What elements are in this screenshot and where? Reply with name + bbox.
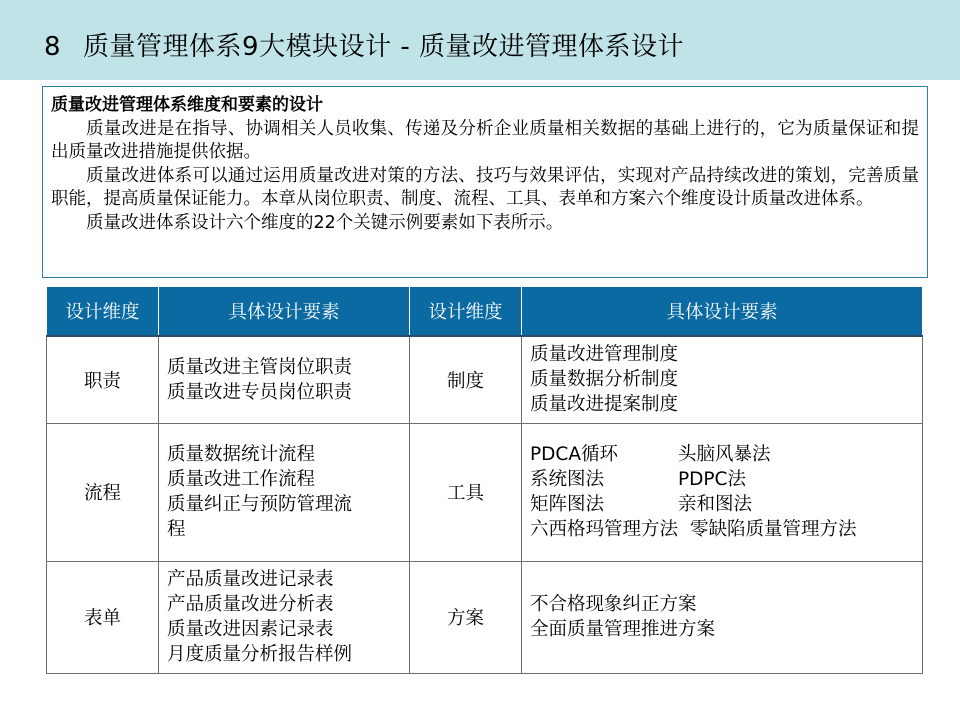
element-item: 产品质量改进记录表 [167,569,334,590]
tool-pair [530,467,922,492]
elements-cell [522,336,923,423]
header-elements: 具体设计要素 [522,287,923,337]
header-elements: 具体设计要素 [159,287,410,337]
slide-title-text: 质量管理体系9大模块设计 - 质量改进管理体系设计 [83,32,685,62]
tools-cell [522,423,923,561]
element-item: 质量改进工作流程 [167,469,316,490]
element-item: 不合格现象纠正方案 [530,594,697,615]
intro-heading: 质量改进管理体系维度和要素的设计 [51,95,323,115]
tool-item: 亲和图法 [678,494,753,515]
header-dimension: 设计维度 [47,287,159,337]
slide-title [44,30,684,64]
dimension-cell: 职责 [47,336,159,423]
intro-paragraph: 质量改进是在指导、协调相关人员收集、传递及分析企业质量相关数据的基础上进行的，它为质量保证和提出质量改进措施提供依据。 [51,118,919,162]
element-item: 产品质量改进分析表 [167,594,334,615]
element-item: 质量改进因素记录表 [167,619,334,640]
tool-pair [530,492,922,517]
element-item: 全面质量管理推进方案 [530,619,716,640]
tool-item: PDPC法 [678,469,746,490]
table-header-row [47,287,923,337]
dimension-cell: 制度 [410,336,522,423]
element-item: 质量改进主管岗位职责 [167,356,353,378]
tool-pair [530,442,922,467]
tool-item: 六西格玛管理方法 [530,519,679,540]
dimension-cell: 方案 [410,561,522,673]
table-row [47,561,923,673]
design-dimension-table [46,286,923,674]
intro-text-box [42,86,928,278]
element-item: 质量改进专员岗位职责 [167,381,353,403]
elements-cell [159,561,410,673]
table-row [47,336,923,423]
tool-pair [530,517,922,542]
element-item: 质量改进提案制度 [530,394,679,416]
tool-item: 系统图法 [530,469,605,490]
tool-item: PDCA循环 [530,444,618,465]
dimension-cell: 工具 [410,423,522,561]
tool-item: 矩阵图法 [530,494,605,515]
intro-paragraph: 质量改进体系设计六个维度的22个关键示例要素如下表所示。 [86,212,564,233]
tool-item: 头脑风暴法 [678,444,771,465]
header-dimension: 设计维度 [410,287,522,337]
element-item: 质量纠正与预防管理流 [167,494,353,515]
tool-item: 零缺陷质量管理方法 [690,519,857,540]
element-item: 质量数据统计流程 [167,444,316,465]
elements-cell [522,561,923,673]
element-item: 月度质量分析报告样例 [167,644,353,665]
title-bar [0,0,960,80]
elements-cell [159,336,410,423]
table-row [47,423,923,561]
slide-number: 8 [44,32,62,62]
intro-paragraph: 质量改进体系可以通过运用质量改进对策的方法、技巧与效果评估，实现对产品持续改进的策划，完善质量职能，提高质量保证能力。本章从岗位职责、制度、流程、工具、表单和方案六个维度设计质量改进体系。 [51,165,919,209]
element-item: 程 [167,519,186,540]
dimension-cell: 流程 [47,423,159,561]
dimension-cell: 表单 [47,561,159,673]
element-item: 质量数据分析制度 [530,369,679,391]
elements-cell [159,423,410,561]
element-item: 质量改进管理制度 [530,344,679,366]
